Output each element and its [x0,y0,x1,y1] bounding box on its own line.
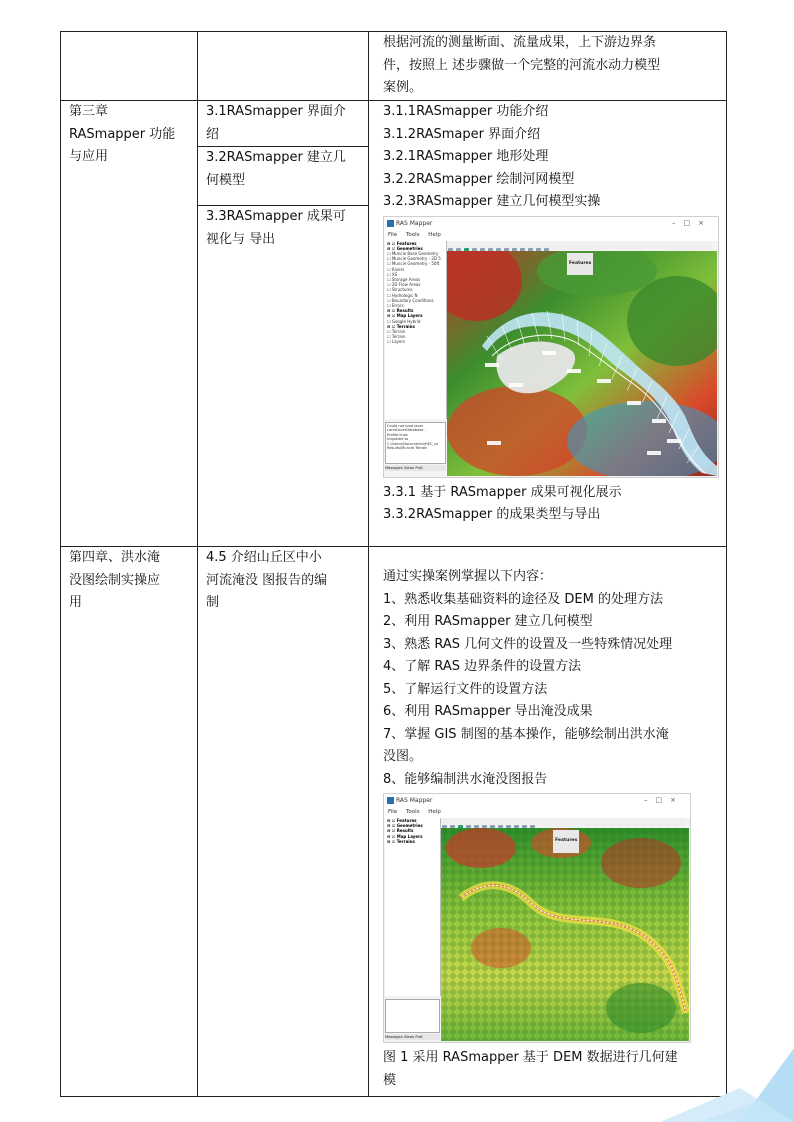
chapter-title-line: RASmapper 功能 [69,126,176,142]
content-line: 6、利用 RASmapper 导出淹没成果 [383,704,593,719]
content-line: 件，按照上 述步骤做一个完整的河流水动力模型 [383,57,661,73]
content-line: 3.1.1RASmapper 功能介绍 [383,104,549,119]
layer-tree-item[interactable]: ☐ Layers [387,339,406,345]
layer-tree-item[interactable]: ☐ Muncie Geometry - 2D 5 [387,256,441,262]
section-title-line: 4.5 介绍山丘区中小 [206,550,322,565]
section-title-line: 3.2RASmapper 建立几 [206,150,346,165]
layer-tree-item[interactable]: ☐ XS [387,271,398,277]
terrain-map-view [447,251,717,476]
ras-mapper-screenshot-1 [383,216,719,478]
tab-profiles: Prof. [415,465,424,470]
content-line: 3.3.2RASmapper 的成果类型与导出 [383,507,601,522]
content-line: 7、掌握 GIS 制图的基本操作，能够绘制出洪水淹 [383,726,669,742]
chapter-title-line: 用 [69,595,83,610]
minimize-icon: – [672,218,684,227]
close-icon: × [698,218,712,227]
content-line: 3.1.2RASmaper 界面介绍 [383,126,541,142]
chapter-title-line: 没图绘制实操应 [69,572,161,588]
window-controls [672,217,712,230]
section-title-line: 视化与 导出 [206,231,276,247]
figure-caption-line: 图 1 采用 RASmapper 基于 DEM 数据进行几何建 [383,1050,678,1065]
cell-content-chapter-3 [369,101,727,547]
layer-tree-item[interactable]: ⊟ ☑ Results [387,308,414,314]
content-line: 2、利用 RASmapper 建立几何模型 [383,614,593,629]
menu-help: Help [428,809,441,815]
figure-caption-line: 模 [383,1072,397,1088]
message-line: migrated to [387,437,409,441]
layer-tree-item[interactable]: ☐ Errors [387,302,404,308]
window-titlebar [384,217,718,230]
message-line: Profile lines [387,432,408,437]
section-title-line: 何模型 [206,172,246,188]
messages-panel [385,999,440,1033]
window-title: RAS Mapper [396,219,433,227]
layer-tree-item[interactable]: ☐ Google Hybrid [387,318,421,324]
cell-content-chapter-4 [369,547,727,1097]
layer-tree-item[interactable]: ☐ Structures [387,287,413,293]
ras-mapper-app-icon [387,220,394,227]
content-line: 4、了解 RAS 边界条件的设置方法 [383,659,582,674]
layer-tree-item[interactable]: ⊟ ☑ Features [387,818,417,823]
window-titlebar [384,794,690,807]
menu-tools: Tools [405,809,420,815]
menu-bar [384,230,718,241]
map-toolbar [446,241,712,250]
layer-tree-panel [385,241,447,419]
minimize-icon: – [644,796,656,804]
layer-tree-item[interactable]: ☐ Boundary Conditions [387,297,434,303]
layer-tree-item[interactable]: ☐ Muncie Geometry - 50ft [387,261,440,267]
layer-tree-item[interactable]: ☐ Muncie Base Geometry [387,250,439,256]
window-controls [644,794,684,807]
map-features-label: Features [567,253,593,276]
ras-mapper-screenshot-2 [383,793,691,1043]
tab-profiles: Prof. [415,1035,424,1039]
cell-section-3-2 [198,147,369,206]
section-title-line: 制 [206,595,220,610]
layer-tree-item[interactable]: ⊟ ☑ Terrains [387,838,415,844]
layer-tree-item[interactable]: ⊟ ☑ Map Layers [387,833,423,839]
close-icon: × [670,796,684,804]
layer-tree-item[interactable]: ☐ Terrain [387,328,406,334]
layer-tree-panel [385,818,441,996]
ras-mapper-app-icon [387,797,394,804]
layer-tree-item[interactable]: ⊟ ☑ Geometries [387,245,423,251]
layer-tree-item[interactable]: ⊟ ☑ Terrains [387,323,415,329]
layer-tree-item[interactable]: ⊟ ☑ Map Layers [387,313,423,319]
content-line: 根据河流的测量断面、流量成果，上下游边界条 [383,35,657,50]
chapter-title-line: 与应用 [69,149,109,164]
content-line: 3.2.3RASmapper 建立几何模型实操 [383,194,601,209]
terrain-map-graphic [447,251,717,476]
content-line: 案例。 [383,80,423,95]
content-line: 3.2.1RASmapper 地形处理 [383,149,549,164]
layer-tree-item[interactable]: ☐ Terrain [387,334,406,340]
section-title-line: 河流淹没 图报告的编 [206,572,328,588]
table-row [61,547,727,1097]
panel-tabs [385,465,446,471]
chapter-title-line: 第三章 [69,104,109,119]
section-title-line: 3.1RASmapper 界面介 [206,104,346,119]
terrain-map-graphic [441,828,689,1041]
table-row [61,101,727,147]
messages-panel [385,422,446,464]
layer-tree-item[interactable]: ⊟ ☑ Features [387,240,417,246]
content-line: 3.3.1 基于 RASmapper 成果可视化展示 [383,484,622,500]
content-line: 通过实操案例掌握以下内容： [383,569,553,584]
maximize-icon: □ [655,796,671,804]
section-title-line: 3.3RASmapper 成果可 [206,209,346,224]
layer-tree-item[interactable]: ☐ 2D Flow Areas [387,282,421,288]
tab-messages: Messages [385,465,403,470]
menu-file: File [388,809,398,815]
window-title: RAS Mapper [396,797,433,804]
content-line: 5、了解运行文件的设置方法 [383,681,548,697]
cell-section-4-5 [198,547,369,1097]
cell-section-cont [198,32,369,101]
cell-chapter-3 [61,101,198,547]
tab-messages: Messages [385,1035,403,1039]
message-line: Could not load layer [387,423,424,428]
menu-help: Help [428,231,441,238]
section-title-line: 绍 [206,126,220,142]
panel-tabs [385,1034,440,1040]
layer-tree-item[interactable]: ☐ Storage Areas [387,276,421,282]
cell-chapter-4 [61,547,198,1097]
content-line: 8、能够编制洪水淹没图报告 [383,771,548,787]
message-line: Results\Muncie Terrain [387,446,428,450]
layer-tree-item[interactable]: ☐ Hydrologic N [387,292,418,298]
chapter-title-line: 第四章、洪水淹 [69,550,161,565]
cell-chapter-cont [61,32,198,101]
menu-tools: Tools [405,231,420,238]
cell-section-3-1 [198,101,369,147]
message-line: C:\Users\Documents\HEC_co [387,441,439,446]
cell-content-cont [369,32,727,101]
terrain-map-view [441,828,689,1041]
content-line: 1、熟悉收集基础资料的途径及 DEM 的处理方法 [383,591,663,607]
layer-tree-item[interactable]: ⊟ ☑ Geometries [387,823,423,829]
content-line: 3.2.2RASmapper 绘制河网模型 [383,171,575,187]
menu-bar [384,807,690,818]
content-line: 3、熟悉 RAS 几何文件的设置及一些特殊情况处理 [383,636,673,652]
course-outline-table [60,31,727,1097]
tab-views: Views [403,1035,415,1039]
table-row [61,32,727,101]
layer-tree-item[interactable]: ⊟ ☑ Results [387,828,414,834]
map-features-label: Features [553,830,579,853]
tab-views: Views [403,465,415,470]
layer-tree-item[interactable]: ☐ Rivers [387,266,405,272]
content-line: 没图。 [383,749,423,764]
cell-section-3-3 [198,206,369,547]
maximize-icon: □ [683,218,699,227]
menu-file: File [388,231,398,238]
map-toolbar [440,818,684,827]
message-line: LandCoverDatabase - [387,428,426,432]
